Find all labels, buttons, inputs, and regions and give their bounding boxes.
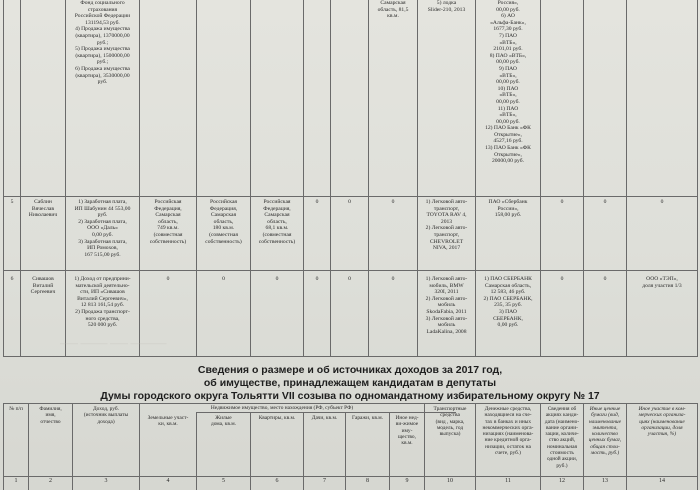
- row6-income: 1) Доход от предприни- мательской деятельно- сти, ИП «Сивашов Виталий Сергеевич», 12 813 161,54 руб. 2) Продажа транспорт- ного средства, 520 000 руб.: [74, 276, 131, 329]
- column-number: 12: [559, 478, 565, 484]
- row4-accounts: Россия», 00,00 руб. 6) АО «Альфа-Банк», 1677,30 руб. 7) ПАО «ВТБ», 2101,01 руб. 8) ПАО «ВТБ», 00,00 руб. 9) ПАО «ВТБ», 00,00 руб. 10) ПАО «ВТБ», 00,00 руб. 11) ПАО «ВТБ», 00,00 руб. 12) ПАО Банк «ФК Открытие», 4527,16 руб. 13) ПАО Банк «ФК Открытие», 20000,00 руб.: [485, 0, 531, 165]
- column-number: 11: [505, 478, 511, 484]
- section-title-line-1: Сведения о размере и об источниках доходов за 2017 год,: [197, 364, 503, 376]
- row5-accounts: ПАО «Сбербанк России», 158,00 руб.: [488, 199, 528, 219]
- row6-shares: 0: [560, 276, 564, 282]
- header-garage: Гаражи, кв.м.: [351, 415, 384, 421]
- column-number: 6: [275, 478, 279, 484]
- row6-land: 0: [166, 276, 170, 282]
- section-title-line-2: об имуществе, принадлежащем кандидатам в депутаты: [203, 377, 497, 389]
- row4-income: Фонд социального страхования Российской Федерации 131194,53 руб. 4) Продажа имущества (квартира), 1370000,00 руб.; 5) Продажа имущества (квартира), 1500000,00 руб.; 6) Продажа имущества (квартира), 3530000,00 руб.: [74, 0, 131, 86]
- row5-name: Саблин Вячеслав Николаевич: [28, 199, 58, 219]
- row5-garage: 0: [348, 199, 351, 205]
- row5-other: 0: [391, 199, 395, 205]
- column-number: 8: [366, 478, 369, 484]
- column-number: 14: [659, 478, 665, 484]
- row6-securities: 0: [603, 276, 607, 282]
- row6-house: 0: [222, 276, 225, 282]
- header-dacha: Дачи, кв.м.: [311, 415, 338, 421]
- row5-orgs: 0: [660, 199, 664, 205]
- row5-transport: 1) Легковой авто- транспорт, TOYOTA RAV 4, 2013 2) Легковой авто- транспорт, CHEVROLET NIVA, 2017: [425, 199, 468, 252]
- column-number: 9: [405, 478, 409, 484]
- row6-flat: 0: [275, 276, 279, 282]
- header-income: Доход, руб. (источник выплаты дохода): [83, 406, 129, 425]
- row6-accounts: 1) ПАО СБЕРБАНК Самарская область, 12 583, 46 руб. 2) ПАО СБЕРБАНК, 235, 35 руб. 3) ПАО СБЕРБАНК, 0,00 руб.: [483, 276, 533, 329]
- header-realty: Недвижимое имущество, место нахождения (РФ, субъект РФ): [210, 405, 354, 411]
- column-number: 13: [602, 478, 608, 484]
- row5-house: Российская Федерация, Самарская область, 180 кв.м. (совместная собственность): [205, 199, 242, 245]
- header-land: Земельные участ- ки, кв.м.: [147, 415, 189, 428]
- column-number: 10: [447, 478, 453, 484]
- row5-dacha: 0: [315, 199, 319, 205]
- column-number: 7: [323, 478, 326, 484]
- bleed-through-text: —— ——— —— ————: [60, 338, 167, 348]
- row5-land: Российская Федерация, Самарская область, 749 кв.м. (совместная собственность): [149, 199, 187, 245]
- column-number: 1: [14, 478, 18, 484]
- column-number: 4: [166, 478, 170, 484]
- header-number: № п/п: [9, 406, 23, 412]
- column-number: 5: [222, 478, 225, 484]
- header-accounts: Денежные средства, находящиеся на сче- тах в банках и иных некоммерческих орга- низациях (наименова- ние кредитной орга- низации, остаток на счете, руб.): [482, 406, 534, 457]
- column-number: 3: [104, 478, 108, 484]
- row5-income: 1) Заработная плата, ИП Шабунин 44 553,00 руб. 2) Заработная плата, ООО «Даль» 0,00 руб. 3) Заработная плата, ИП Ромохов, 167 515,00 руб.: [74, 199, 131, 258]
- row6-number: 6: [10, 276, 14, 282]
- row5-shares: 0: [560, 199, 564, 205]
- column-number: 2: [49, 478, 52, 484]
- header-orgs: Иное участие в ком- мерческих организа- циях (наименование организации, доля участия, %): [638, 406, 686, 438]
- header-shares: Сведения об акциях канди- дата (наимено- вание органи- зации, количе- ство акций, номинальная стоимость одной акции, руб.): [544, 406, 580, 469]
- header-house: Жилые дома, кв.м.: [210, 415, 237, 428]
- row6-garage: 0: [348, 276, 351, 282]
- row6-orgs: ООО «ТЭП», доля участия 1/3: [642, 276, 682, 289]
- header-securities: Иные ценные бумаги (вид, наименование эмитента, количество ценных бумаг, общая стои- мость, руб.): [588, 406, 622, 457]
- row6-name: Сивашов Виталий Сергеевич: [30, 276, 56, 296]
- header-transport: Транспортные средства (вид , марка, модель, год выпуска): [433, 406, 467, 438]
- row6-dacha: 0: [315, 276, 319, 282]
- row4-transport: 5) лодка Slider-210, 2013: [427, 0, 466, 13]
- row5-flat: Российская Федерация, Самарская область, 68,1 кв.м. (совместная собственность): [258, 199, 296, 245]
- row4-house: Самарская область, 81,5 кв.м.: [377, 0, 409, 20]
- row6-transport: 1) Легковой авто- мобиль, BMW 320I, 2011 2) Легковой авто- мобиль SkodaFabia, 2011 3) Легковой авто- мобиль LadaKalina, 2008: [425, 276, 468, 335]
- header-flat: Квартиры, кв.м.: [258, 415, 296, 421]
- section-title-line-3: Думы городского округа Тольятти VII созыва по одномандатному избирательному округу № 17: [100, 390, 600, 402]
- row5-securities: 0: [603, 199, 607, 205]
- header-other: Иное нед- ви-жимое иму- щество, кв.м.: [395, 415, 419, 447]
- row6-other: 0: [391, 276, 395, 282]
- header-name: Фамилия, имя, отчество: [39, 406, 62, 425]
- row5-number: 5: [10, 199, 14, 205]
